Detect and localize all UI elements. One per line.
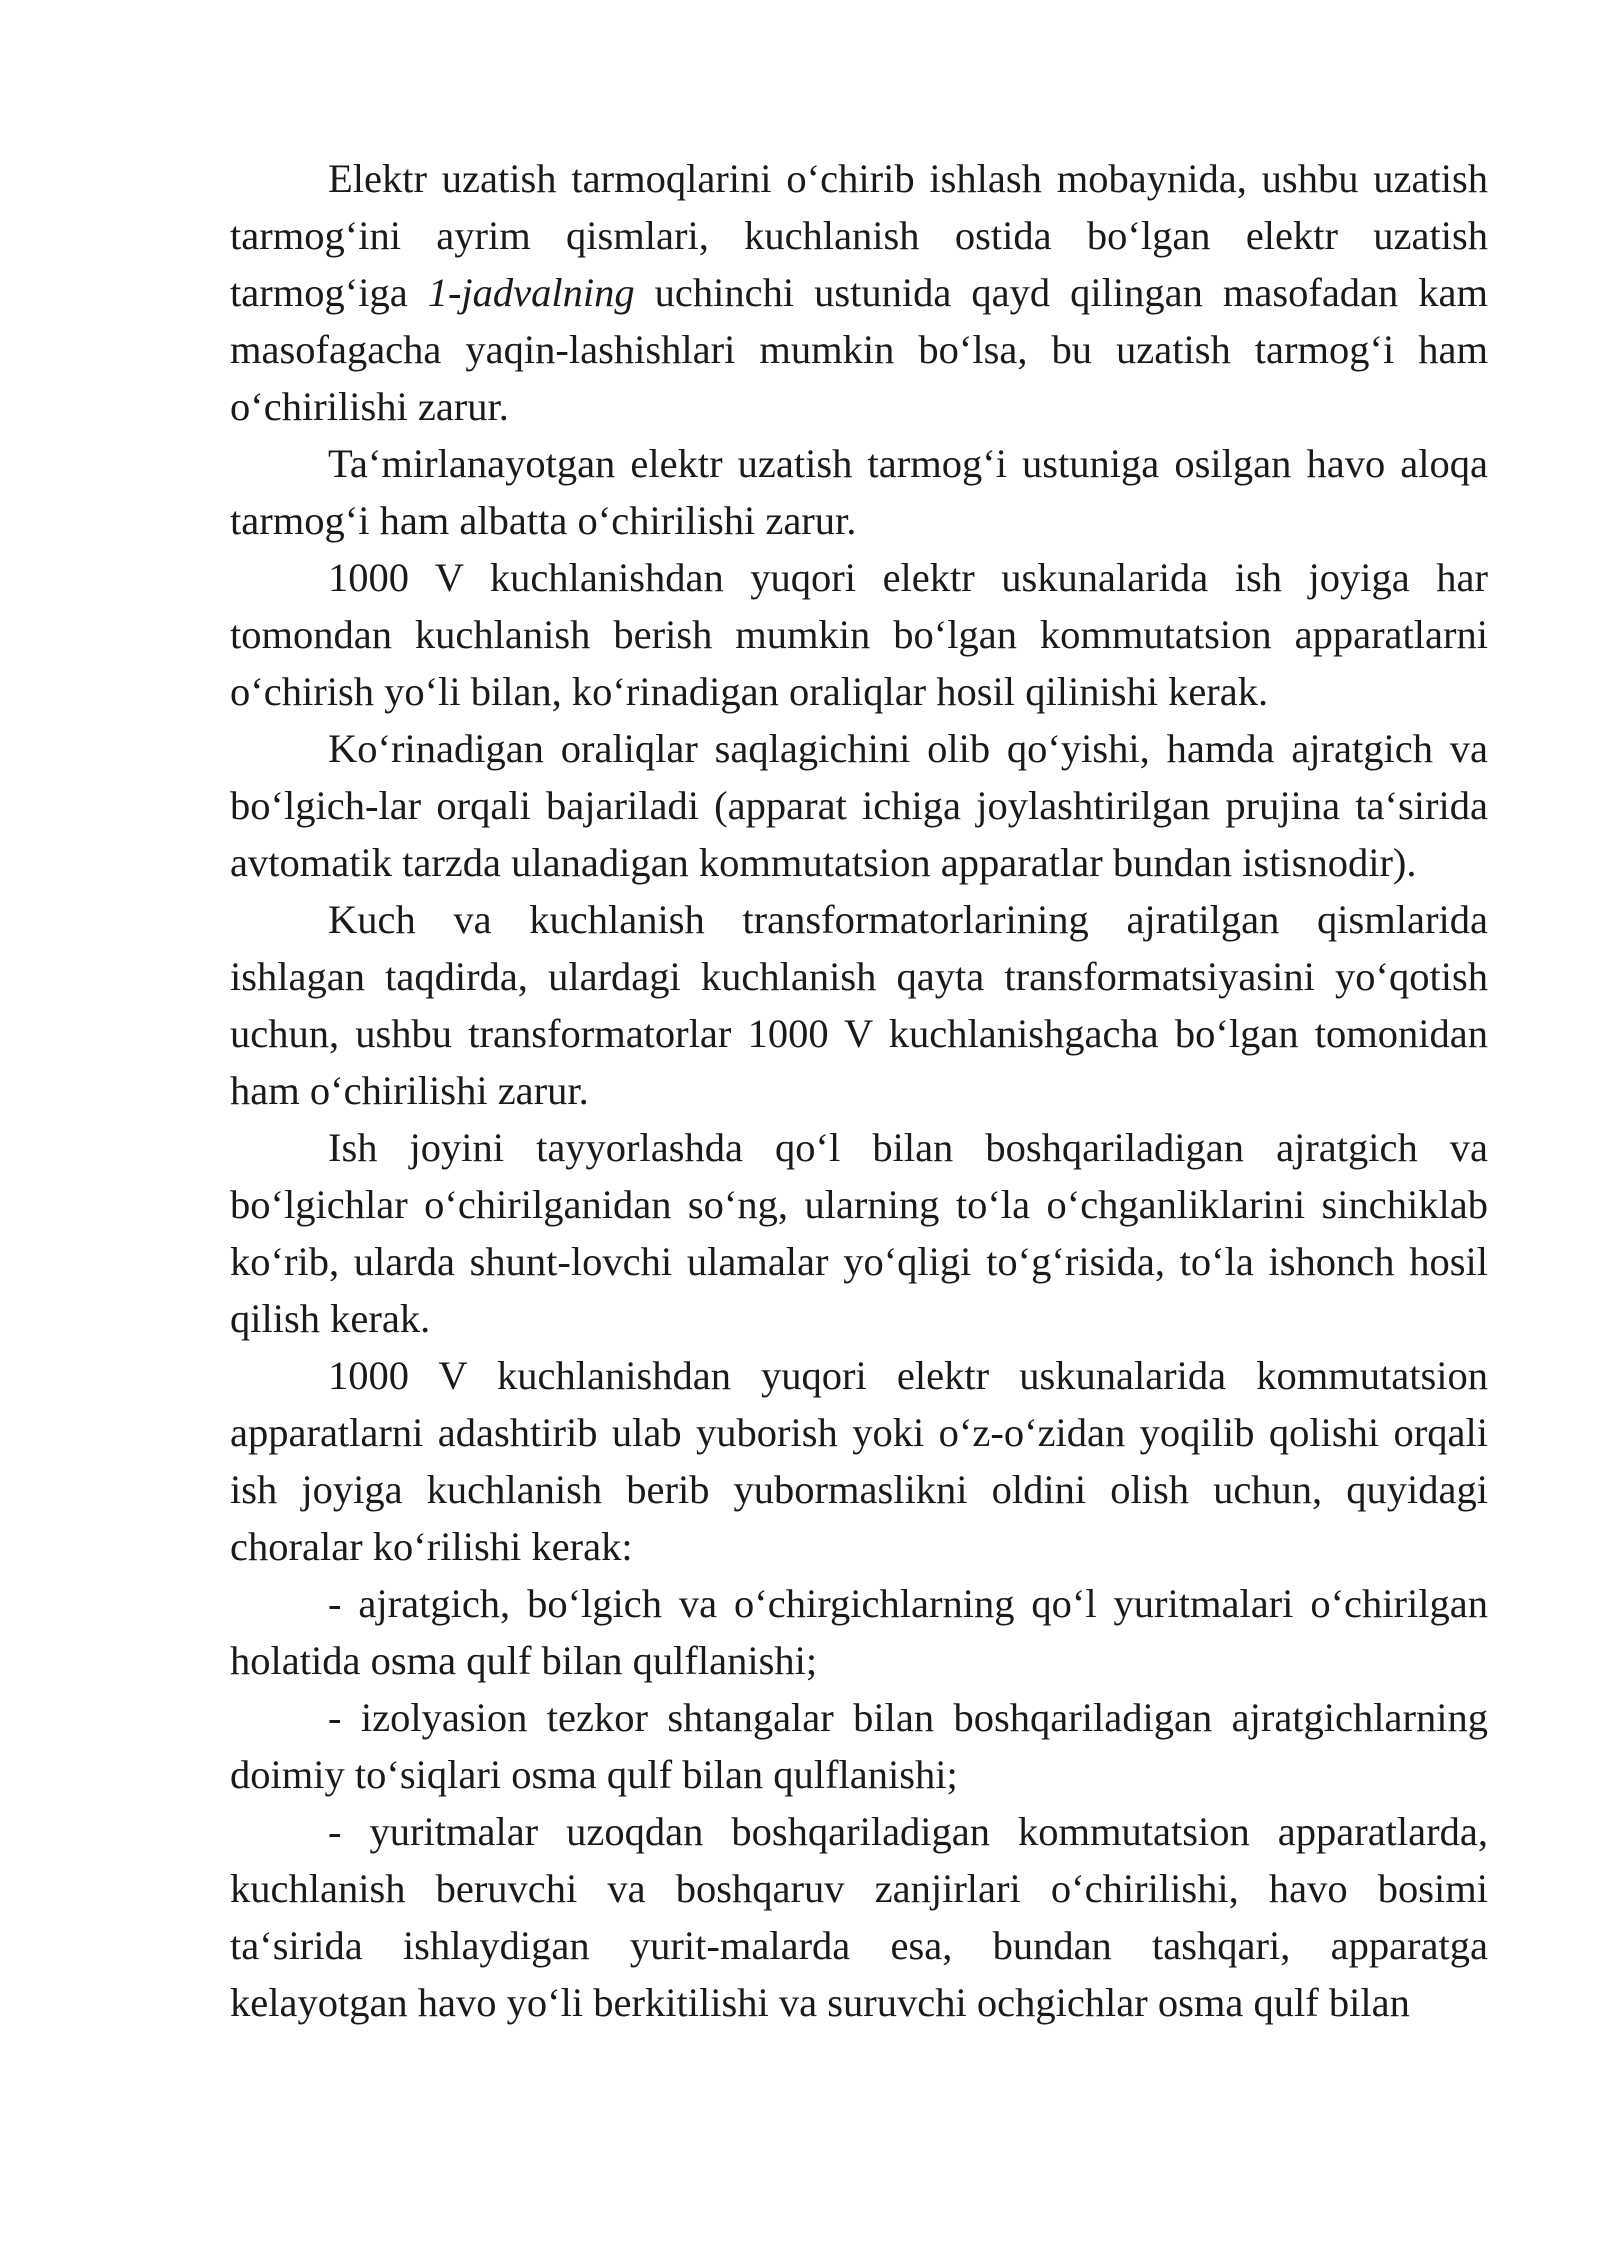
list-item-3: - yuritmalar uzoqdan boshqariladigan kommutatsion apparatlarda, kuchlanish beruvchi va boshqaruv zanjirlari o‘chirilishi, havo bosimi ta‘sirida ishlaydigan yurit-malarda esa, bundan tashqari, apparatga kelayotgan havo yo‘li berkitilishi va suruvchi ochgichlar osma qulf bilan — [230, 1809, 1488, 2025]
paragraph-1-text-before: Elektr uzatish tarmoqlarini o‘chirib ishlash mobaynida, ushbu uzatish tarmog‘ini ayrim qismlari, kuchlanish ostida bo‘lgan elektr uzatish tarmog‘iga — [230, 156, 1488, 315]
list-item-2: - izolyasion tezkor shtangalar bilan boshqariladigan ajratgichlarning doimiy to‘siqlari osma qulf bilan qulflanishi; — [230, 1695, 1488, 1797]
paragraph-4: Ko‘rinadigan oraliqlar saqlagichini olib qo‘yishi, hamda ajratgich va bo‘lgich-lar orqali bajariladi (apparat ichiga joylashtirilgan prujina ta‘sirida avtomatik tarzda ulanadigan kommutatsion apparatlar bundan istisnodir). — [230, 726, 1488, 885]
list-item-1: - ajratgich, bo‘lgich va o‘chirgichlarning qo‘l yuritmalari o‘chirilgan holatida osma qulf bilan qulflanishi; — [230, 1581, 1488, 1683]
paragraph-6: Ish joyini tayyorlashda qo‘l bilan boshqariladigan ajratgich va bo‘lgichlar o‘chirilganidan so‘ng, ularning to‘la o‘chganliklarini sinchiklab ko‘rib, ularda shunt-lovchi ulamalar yo‘qligi to‘g‘risida, to‘la ishonch hosil qilish kerak. — [230, 1125, 1488, 1341]
table-reference-italic: 1-jadvalning — [427, 270, 635, 315]
paragraph-3: 1000 V kuchlanishdan yuqori elektr uskunalarida ish joyiga har tomondan kuchlanish berish mumkin bo‘lgan kommutatsion apparatlarni o‘chirish yo‘li bilan, ko‘rinadigan oraliqlar hosil qilinishi kerak. — [230, 555, 1488, 714]
document-page — [230, 150, 1488, 2031]
paragraph-1-text-after: uchinchi ustunida qayd qilingan masofadan kam masofagacha yaqin-lashishlari mumkin bo‘lsa, bu uzatish tarmog‘i ham o‘chirilishi zarur. — [230, 270, 1488, 429]
paragraph-1 — [230, 150, 1488, 435]
paragraph-2: Ta‘mirlanayotgan elektr uzatish tarmog‘i ustuniga osilgan havo aloqa tarmog‘i ham albatta o‘chirilishi zarur. — [230, 441, 1488, 543]
paragraph-7: 1000 V kuchlanishdan yuqori elektr uskunalarida kommutatsion apparatlarni adashtirib ulab yuborish yoki o‘z-o‘zidan yoqilib qolishi orqali ish joyiga kuchlanish berib yubormaslikni oldini olish uchun, quyidagi choralar ko‘rilishi kerak: — [230, 1353, 1488, 1569]
paragraph-5: Kuch va kuchlanish transformatorlarining ajratilgan qismlarida ishlagan taqdirda, ulardagi kuchlanish qayta transformatsiyasini yo‘qotish uchun, ushbu transformatorlar 1000 V kuchlanishgacha bo‘lgan tomonidan ham o‘chirilishi zarur. — [230, 897, 1488, 1113]
